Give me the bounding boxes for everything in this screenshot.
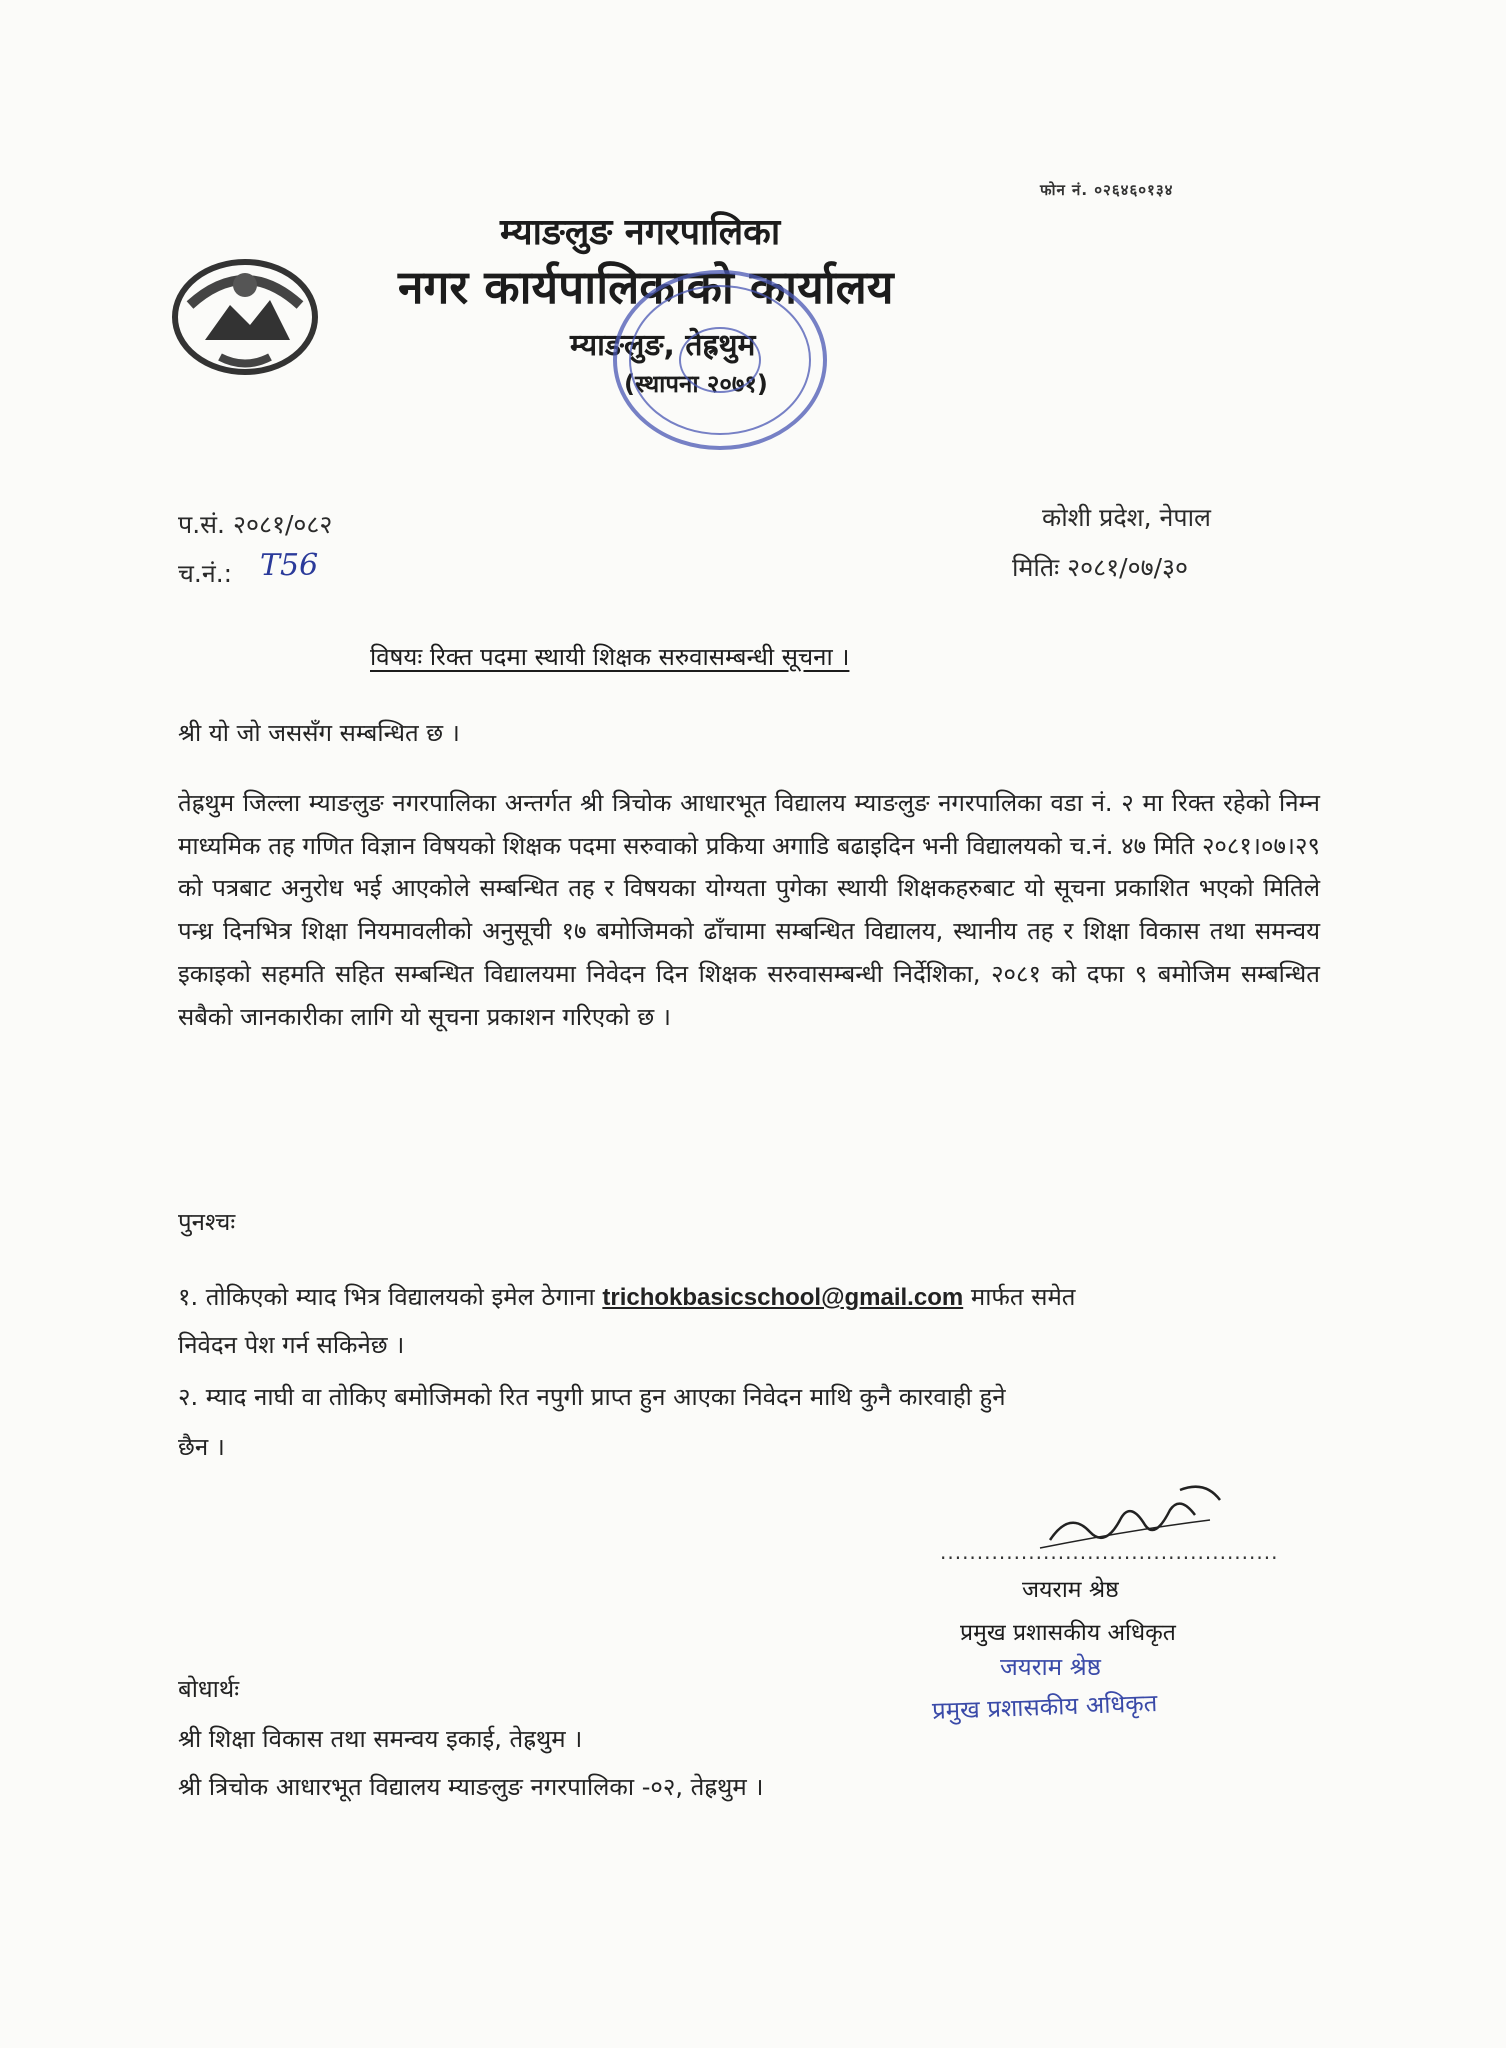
phone-number: फोन नं. ०२६४६०१३४ xyxy=(1040,181,1174,199)
cc-label: बोधार्थः xyxy=(178,1675,240,1703)
letter-date: मितिः २०८१/०७/३० xyxy=(1012,553,1188,582)
school-email-link[interactable]: trichokbasicschool@gmail.com xyxy=(602,1284,964,1311)
salutation: श्री यो जो जससँग सम्बन्धित छ । xyxy=(178,719,460,747)
stamp-signatory-name: जयराम श्रेष्ठ xyxy=(1000,1653,1101,1681)
postscript-label: पुनश्चः xyxy=(178,1208,236,1236)
signatory-name: जयराम श्रेष्ठ xyxy=(1022,1577,1119,1603)
office-name: नगर कार्यपालिकाको कार्यालय xyxy=(398,260,894,314)
signature-line: .............................................. xyxy=(940,1540,1279,1564)
signatory-title: प्रमुख प्रशासकीय अधिकृत xyxy=(960,1620,1176,1646)
province-line: कोशी प्रदेश, नेपाल xyxy=(1042,503,1211,532)
office-established: (स्थापना २०७१) xyxy=(624,370,768,398)
stamp-signatory-title: प्रमुख प्रशासकीय अधिकृत xyxy=(931,1689,1158,1725)
office-stamp-icon xyxy=(600,260,840,460)
postscript-item-2: २. म्याद नाघी वा तोकिए बमोजिमको रित नपुगी प्राप्त हुन आएका निवेदन माथि कुनै कारवाही हुने xyxy=(178,1383,1006,1411)
postscript-item-1-continued: निवेदन पेश गर्न सकिनेछ । xyxy=(178,1331,405,1359)
nepal-emblem-icon xyxy=(160,245,330,385)
postscript-item-1-tail: मार्फत समेत xyxy=(970,1283,1076,1311)
dispatch-number-handwritten: T56 xyxy=(260,548,319,583)
municipality-name: म्याङलुङ नगरपालिका xyxy=(500,212,781,253)
cc-recipient-2: श्री त्रिचोक आधारभूत विद्यालय म्याङलुङ नगरपालिका -०२, तेह्रथुम । xyxy=(178,1773,764,1801)
letter-reference-number: प.सं. २०८१/०८२ xyxy=(178,510,333,539)
postscript-item-1-text: १. तोकिएको म्याद भित्र विद्यालयको इमेल ठेगाना xyxy=(178,1283,595,1311)
cc-recipient-1: श्री शिक्षा विकास तथा समन्वय इकाई, तेह्रथुम । xyxy=(178,1725,583,1753)
postscript-item-1 xyxy=(178,1280,1075,1313)
dispatch-number-label: च.नं.: xyxy=(178,559,233,588)
office-location: म्याङलुङ, तेह्रथुम xyxy=(570,328,756,363)
postscript-item-2-continued: छैन । xyxy=(178,1433,225,1461)
letter-subject: विषयः रिक्त पदमा स्थायी शिक्षक सरुवासम्बन्धी सूचना । xyxy=(370,643,850,671)
body-paragraph: तेह्रथुम जिल्ला म्याङलुङ नगरपालिका अन्तर्गत श्री त्रिचोक आधारभूत विद्यालय म्याङलुङ नगरपालिका वडा नं. २ मा रिक्त रहेको निम्न माध्यमिक तह गणित विज्ञान विषयको शिक्षक पदमा सरुवाको प्रकिया अगाडि बढाइदिन भनी विद्यालयको च.नं. ४७ मिति २०८१।०७।२९ को पत्रबाट अनुरोध भई आएकोले सम्बन्धित तह र विषयका योग्यता पुगेका स्थायी शिक्षकहरुबाट यो सूचना प्रकाशित भएको मितिले पन्ध्र दिनभित्र शिक्षा नियमावलीको अनुसूची १७ बमोजिमको ढाँचामा सम्बन्धित विद्यालय, स्थानीय तह र शिक्षा विकास तथा समन्वय इकाइको सहमति सहित सम्बन्धित विद्यालयमा निवेदन दिन शिक्षक सरुवासम्बन्धी निर्देशिका, २०८१ को दफा ९ बमोजिम सम्बन्धित सबैको जानकारीका लागि यो सूचना प्रकाशन गरिएको छ । xyxy=(178,789,1320,1031)
